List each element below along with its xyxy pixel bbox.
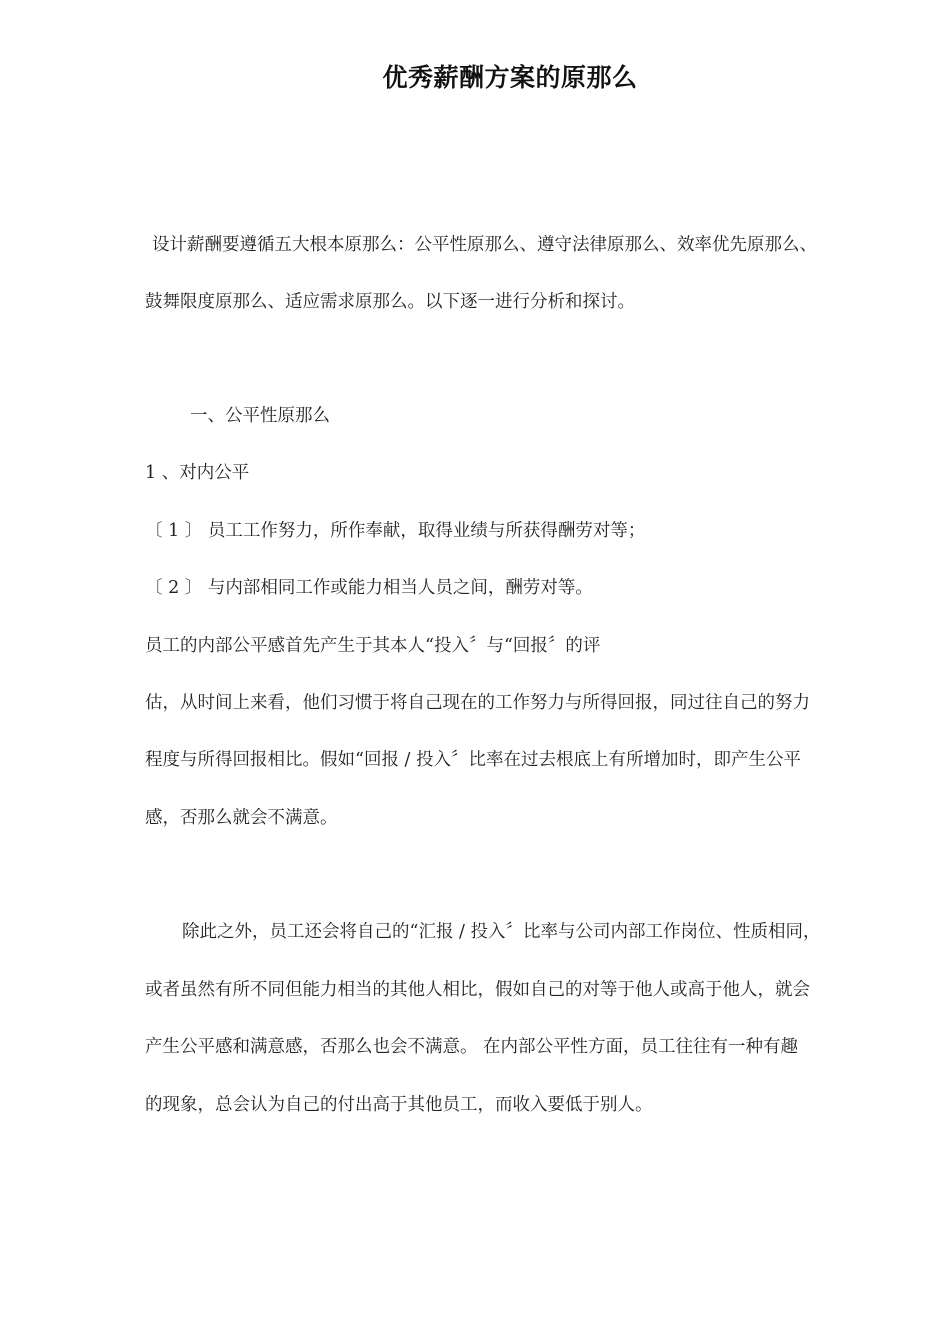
paragraph2-line-1: 除此之外，员工还会将自己的“汇报 / 投入〞比率与公司内部工作岗位、性质相同， [182,922,821,942]
paragraph2-line-2: 或者虽然有所不同但能力相当的其他人相比，假如自己的对等于他人或高于他人，就会 [145,980,810,1000]
paragraph1-line-4: 感，否那么就会不满意。 [145,808,338,828]
paragraph2-line-3: 产生公平感和满意感，否那么也会不满意。 在内部公平性方面，员工往往有一种有趣 [145,1037,799,1057]
paragraph1-line-2: 估，从时间上来看，他们习惯于将自己现在的工作努力与所得回报，同过往自己的努力 [145,693,810,713]
list-item-2: 〔 2 〕 与内部相同工作或能力相当人员之间，酬劳对等。 [145,578,593,598]
intro-line-1: 设计薪酬要遵循五大根本原那么：公平性原那么、遵守法律原那么、效率优先原那么、 [152,235,817,255]
section-heading: 一、公平性原那么 [190,406,330,426]
paragraph1-line-3: 程度与所得回报相比。假如“回报 / 投入〞比率在过去根底上有所增加时，即产生公平 [145,750,801,770]
paragraph1-line-1: 员工的内部公平感首先产生于其本人“投入〞与“回报〞的评 [145,636,601,656]
document-title: 优秀薪酬方案的原那么 [382,63,638,92]
list-item-1: 〔 1 〕 员工工作努力，所作奉献，取得业绩与所获得酬劳对等； [145,521,646,541]
intro-line-2: 鼓舞限度原那么、适应需求原那么。以下逐一进行分析和探讨。 [145,292,635,312]
subsection-heading: 1 、对内公平 [145,463,250,483]
paragraph2-line-4: 的现象，总会认为自己的付出高于其他员工，而收入要低于别人。 [145,1095,653,1115]
